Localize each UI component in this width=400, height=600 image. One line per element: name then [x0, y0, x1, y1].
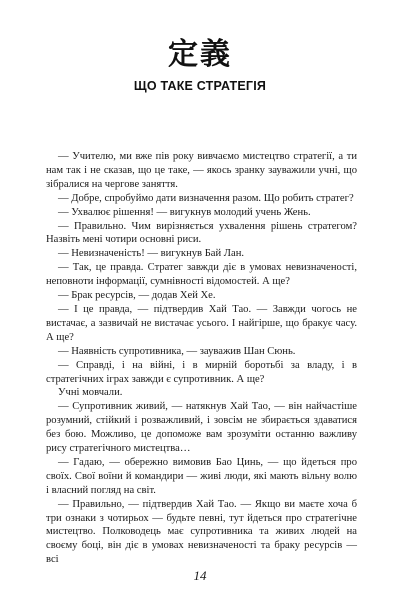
paragraph: — Так, це правда. Стратег завжди діє в умовах невизначеності, неповноти інформації, сумнівності відомостей. А ще?	[46, 262, 357, 288]
chapter-title: ЩО ТАКЕ СТРАТЕГІЯ	[133, 79, 267, 93]
chapter-kanji: 定義	[168, 37, 232, 72]
paragraph: — Гадаю, — обережно вимовив Бао Цинь, — що йдеться про своїх. Свої воїни й командири — живі люди, які мають вільну волю і власний погляд на світ.	[46, 456, 357, 496]
paragraph: — Правильно. Чим вирізняється ухвалення рішень стратегом? Назвіть мені чотири основні риси.	[46, 220, 357, 246]
paragraph: Учні мовчали.	[58, 387, 123, 399]
paragraph: — Наявність супротивника, — зауважив Шан Сюнь.	[58, 345, 296, 357]
paragraph: — Брак ресурсів, — додав Хей Хе.	[58, 290, 216, 302]
paragraph: — Добре, спробуймо дати визначення разом. Що робить стратег?	[58, 192, 354, 204]
paragraph: — Правильно, — підтвердив Хай Тао. — Якщо ви маєте хоча б три ознаки з чотирьох — будьте певні, тут йдеться про стратегічне мистецтво. Полководець має супротивника та живих людей на своєму боці, він діє в умовах невизначеності та браку ресурсів — всі	[46, 498, 357, 566]
paragraph: — Супротивник живий, — натякнув Хай Тао, — він найчастіше розумний, стійкий і розважливий, і зовсім не збирається здаватися без бою. Можливо, це допоможе вам зрозуміти останню важливу рису стратегічного мистецтва…	[46, 401, 357, 455]
paragraph: — Ухвалює рішення! — вигукнув молодий учень Жень.	[58, 206, 311, 218]
paragraph: — Учителю, ми вже пів року вивчаємо мистецтво стратегії, а ти нам так і не сказав, що це таке, — якось зранку зауважили учні, що зібралися на чергове заняття.	[46, 151, 357, 190]
paragraph: — І це правда, — підтвердив Хай Тао. — Завжди чогось не вистачає, а зазвичай не вистачає усього. І найгірше, що бракує часу. А ще?	[46, 303, 357, 343]
paragraph: — Невизначеність! — вигукнув Бай Лан.	[58, 248, 245, 260]
paragraph: — Справді, і на війні, і в мирній боротьбі за владу, і в стратегічних іграх завжди є супротивник. А ще?	[46, 359, 357, 385]
body-text	[46, 150, 357, 567]
page-number: 14	[193, 568, 207, 583]
